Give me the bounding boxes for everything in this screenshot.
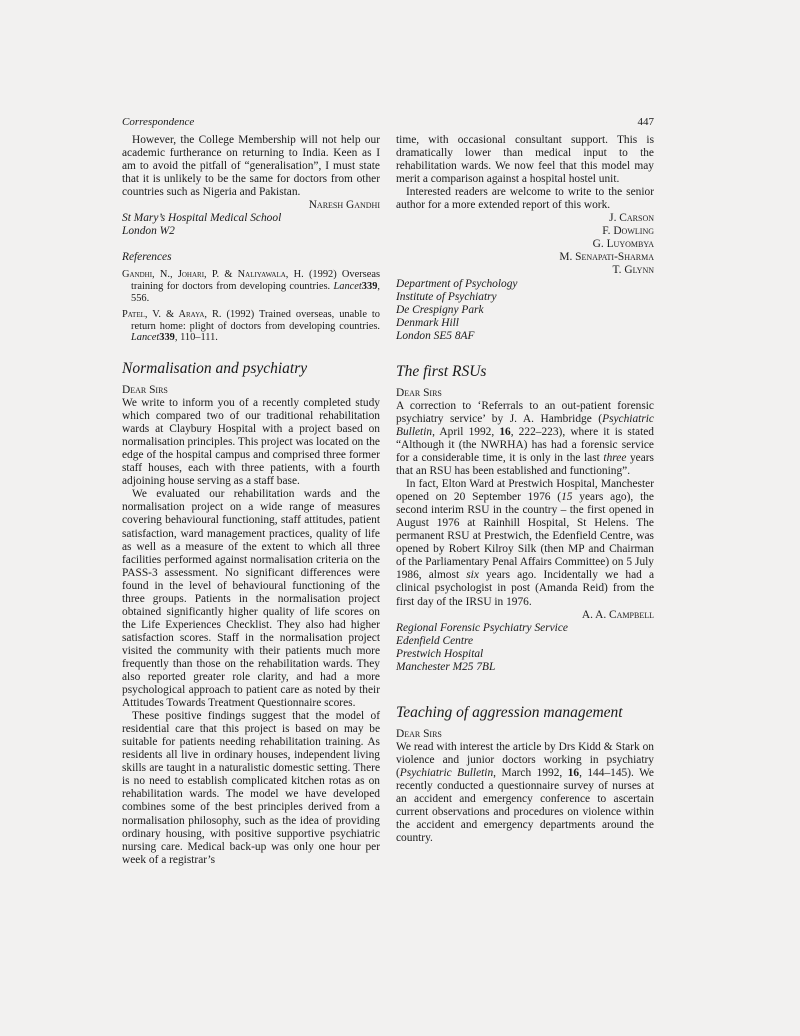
section-title-aggression: Teaching of aggression management xyxy=(396,703,623,721)
running-header: Correspondence xyxy=(122,116,195,128)
body-paragraph: We evaluated our rehabilitation wards and the normalisation project on a wide range of measures covering behavioural functioning, staff attitudes, patient satisfaction, ward management practices, quality of life as well as a measure of the extent to which all three facilities performed against normalisation criteria on the PASS-3 assessment. No significant differences were found in the level of behavioural functioning of the three groups. Patients in the normalisation project obtained significantly higher quality of life scores on the Life Experiences Checklist. They also had higher satisfaction scores. Staff in the normalisation project visited the community with their patients much more frequently than those on the rehabilitation wards. They also reported greater role clarity, and had a more psychological approach to patient care as noted by their Attitudes Towards Treatment Questionnaire scores. xyxy=(122,488,380,710)
letter1-body: However, the College Membership will not help our academic furtherance on returning to India. Keen as I am to avoid the pitfall of “generalisation”, I must state that it is unlikely to be the same for doctors from other countries such as Nigeria and Pakistan. xyxy=(122,134,380,199)
signature: J. Carson xyxy=(609,212,654,225)
signature: T. Glynn xyxy=(612,264,654,277)
salutation: Dear Sirs xyxy=(122,383,168,396)
page-number: 447 xyxy=(637,116,654,128)
salutation: Dear Sirs xyxy=(396,386,442,399)
body-paragraph: A correction to ‘Referrals to an out-patient forensic psychiatry service’ by J. A. Hambridge (Psychiatric Bulletin, April 1992, 16, 222–223), where it is stated “Although it (the NWRHA) has had a forensic service for a considerable time, it is only in the last three years that an RSU has been established and functioning”. xyxy=(396,399,654,478)
letter1-signature: Naresh Gandhi xyxy=(308,199,380,212)
signature: G. Luyombya xyxy=(592,238,654,251)
address-line: De Crespigny Park xyxy=(396,303,484,316)
address-line: Manchester M25 7BL xyxy=(396,660,496,673)
salutation: Dear Sirs xyxy=(396,727,442,740)
references-heading: References xyxy=(122,251,172,264)
signature: A. A. Campbell xyxy=(581,608,654,621)
signature: F. Dowling xyxy=(602,225,654,238)
address-line: Denmark Hill xyxy=(396,316,459,329)
section-title-rsus: The first RSUs xyxy=(396,362,487,380)
address-line: Department of Psychology xyxy=(396,277,518,290)
reference-item: Patel, V. & Araya, R. (1992) Trained overseas, unable to return home: plight of doctors from developing countries. Lancet339, 110–111. xyxy=(122,309,380,344)
section-title-normalisation: Normalisation and psychiatry xyxy=(122,359,308,377)
right-column xyxy=(396,134,654,845)
address-line: Prestwich Hospital xyxy=(396,647,484,660)
body-paragraph: We read with interest the article by Drs Kidd & Stark on violence and junior doctors working in psychiatry (Psychiatric Bulletin, March 1992, 16, 144–145). We recently conducted a questionnaire survey of nurses at an accident and emergency conference to ascertain current observations and procedures on violence within the accident and emergency departments around the country. xyxy=(396,740,654,845)
address-line: Institute of Psychiatry xyxy=(396,290,497,303)
body-paragraph: Interested readers are welcome to write to the senior author for a more extended report of this work. xyxy=(396,186,654,212)
address-line: London SE5 8AF xyxy=(396,329,475,342)
body-paragraph: In fact, Elton Ward at Prestwich Hospital, Manchester opened on 20 September 1976 (15 years ago), the second interim RSU in the country – the first opened in August 1976 at Rainhill Hospital, St Helens. The permanent RSU at Prestwich, the Edenfield Centre, was opened by Robert Kilroy Silk (then MP and Chairman of the Parliamentary Penal Affairs Committee) on 5 July 1986, almost six years ago. Incidentally we had a clinical psychologist in post (Amanda Reid) from the first day of the IRSU in 1976. xyxy=(396,478,654,608)
letter1-address-line: London W2 xyxy=(122,225,175,238)
body-paragraph: time, with occasional consultant support. This is dramatically lower than medical input to the rehabilitation wards. We now feel that this model may merit a comparison against a hospital hostel unit. xyxy=(396,134,654,186)
left-column xyxy=(122,134,380,867)
address-line: Edenfield Centre xyxy=(396,634,474,647)
address-line: Regional Forensic Psychiatry Service xyxy=(396,621,568,634)
body-paragraph: These positive findings suggest that the model of residential care that this project is based on may be suitable for patients needing rehabilitation training. As residents all live in ordinary houses, independent living skills are taught in a naturalistic domestic setting. There is no need to establish complicated kitchen rotas as on rehabilitation wards. The model we have developed combines some of the best principles derived from a normalisation philosophy, such as the idea of providing ordinary housing, with positive supportive psychiatric nursing care. Medical back-up was only one hour per week of a registrar’s xyxy=(122,710,380,866)
body-paragraph: We write to inform you of a recently completed study which compared two of our traditional rehabilitation wards at Claybury Hospital with a project based on normalisation principles. This project was located on the edge of the hospital campus and comprised three former staff houses, each with three patients, with a fourth adjoining house serving as a staff base. xyxy=(122,397,380,488)
letter1-address-line: St Mary’s Hospital Medical School xyxy=(122,212,282,225)
signature: M. Senapati-Sharma xyxy=(559,251,654,264)
reference-item: Gandhi, N., Johari, P. & Naliyawala, H. (1992) Overseas training for doctors from developing countries. Lancet339, 556. xyxy=(122,269,380,304)
